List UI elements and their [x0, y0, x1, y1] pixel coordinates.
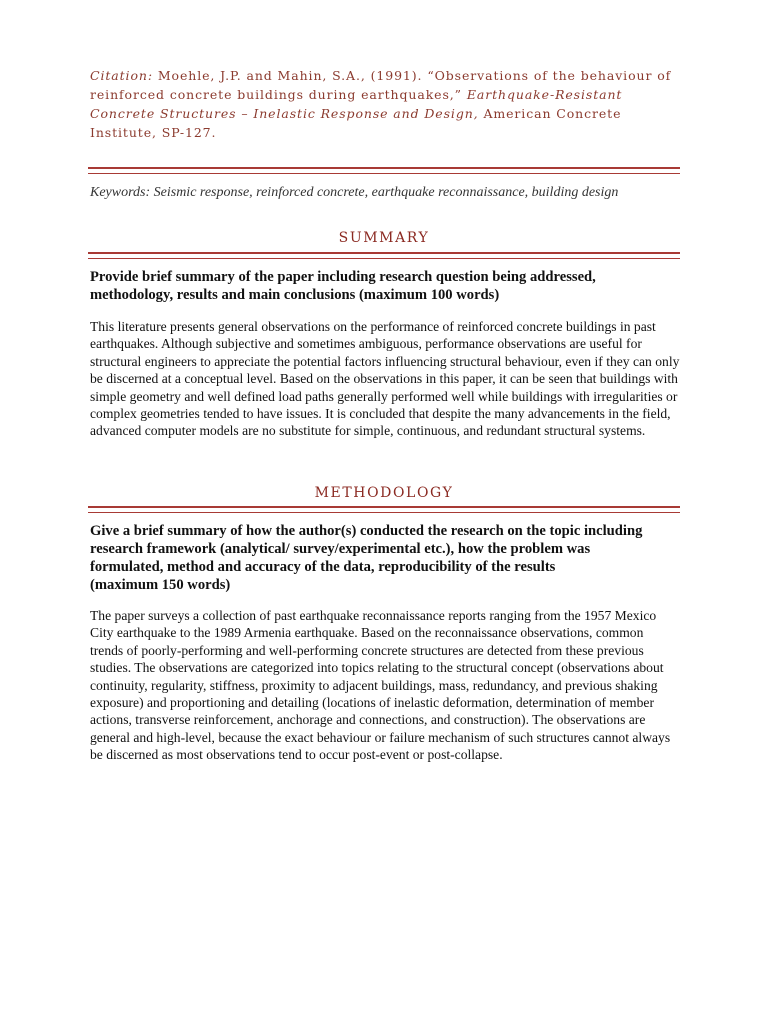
methodology-divider — [88, 506, 680, 513]
citation-block — [90, 66, 680, 142]
methodology-prompt-line: formulated, method and accuracy of the data, reproducibility of the results — [90, 559, 556, 575]
citation-divider — [88, 167, 680, 174]
methodology-prompt-line: Give a brief summary of how the author(s) conducted the research on the topic including — [90, 523, 643, 539]
citation-publisher: American Concrete Institute, SP-127. — [90, 106, 622, 140]
keywords-line: Keywords: Seismic response, reinforced concrete, earthquake reconnaissance, building design — [90, 185, 619, 200]
summary-heading: SUMMARY — [338, 230, 430, 246]
methodology-body: The paper surveys a collection of past earthquake reconnaissance reports ranging from the 1957 Mexico City earthquake to the 1989 Armenia earthquake. Based on the reconnaissance observations, common trends of poorly-performing and well-performing concrete structures are detected from these previous studies. The observations are categorized into topics relating to the structural concept (observations about continuity, regularity, stiffness, proximity to adjacent buildings, mass, redundancy, and previous shaking exposure) and proportioning and detailing (locations of inelastic deformation, determination of member actions, transverse reinforcement, anchorage and connections, and construction). The observations are general and high-level, because the exact behaviour or failure mechanism of such structures cannot always be discerned as most observations tend to occur post-event or post-collapse. — [90, 608, 671, 763]
citation-authors: Moehle, J.P. and Mahin, S.A., (1991). — [157, 68, 423, 83]
methodology-heading: METHODOLOGY — [314, 485, 454, 501]
citation-title: “Observations of the behaviour of reinforced concrete buildings during earthquakes,” — [90, 68, 672, 102]
summary-divider — [88, 252, 680, 259]
methodology-prompt-line: research framework (analytical/ survey/experimental etc.), how the problem was — [90, 541, 591, 557]
citation-label: Citation: — [90, 68, 153, 83]
citation-journal: Earthquake-Resistant Concrete Structures – Inelastic Response and Design, — [90, 87, 623, 121]
summary-body: This literature presents general observations on the performance of reinforced concrete buildings in past earthquakes. Although subjective and sometimes ambiguous, performance observations are useful for structural engineers to appreciate the potential factors influencing structural behaviour, even if they can only be discerned at a conceptual level. Based on the observations in this paper, it can be seen that buildings with simple geometry and well defined load paths generally performed well while buildings with irregularities or complex geometries tended to have issues. It is concluded that despite the many advancements in the field, advanced computer models are no substitute for simple, continuous, and redundant structural systems. — [90, 319, 680, 439]
methodology-prompt — [90, 522, 680, 594]
summary-prompt — [90, 268, 680, 304]
summary-prompt-line: methodology, results and main conclusions (maximum 100 words) — [90, 287, 500, 303]
summary-prompt-line: Provide brief summary of the paper including research question being addressed, — [90, 269, 596, 285]
methodology-prompt-line: (maximum 150 words) — [90, 577, 231, 593]
